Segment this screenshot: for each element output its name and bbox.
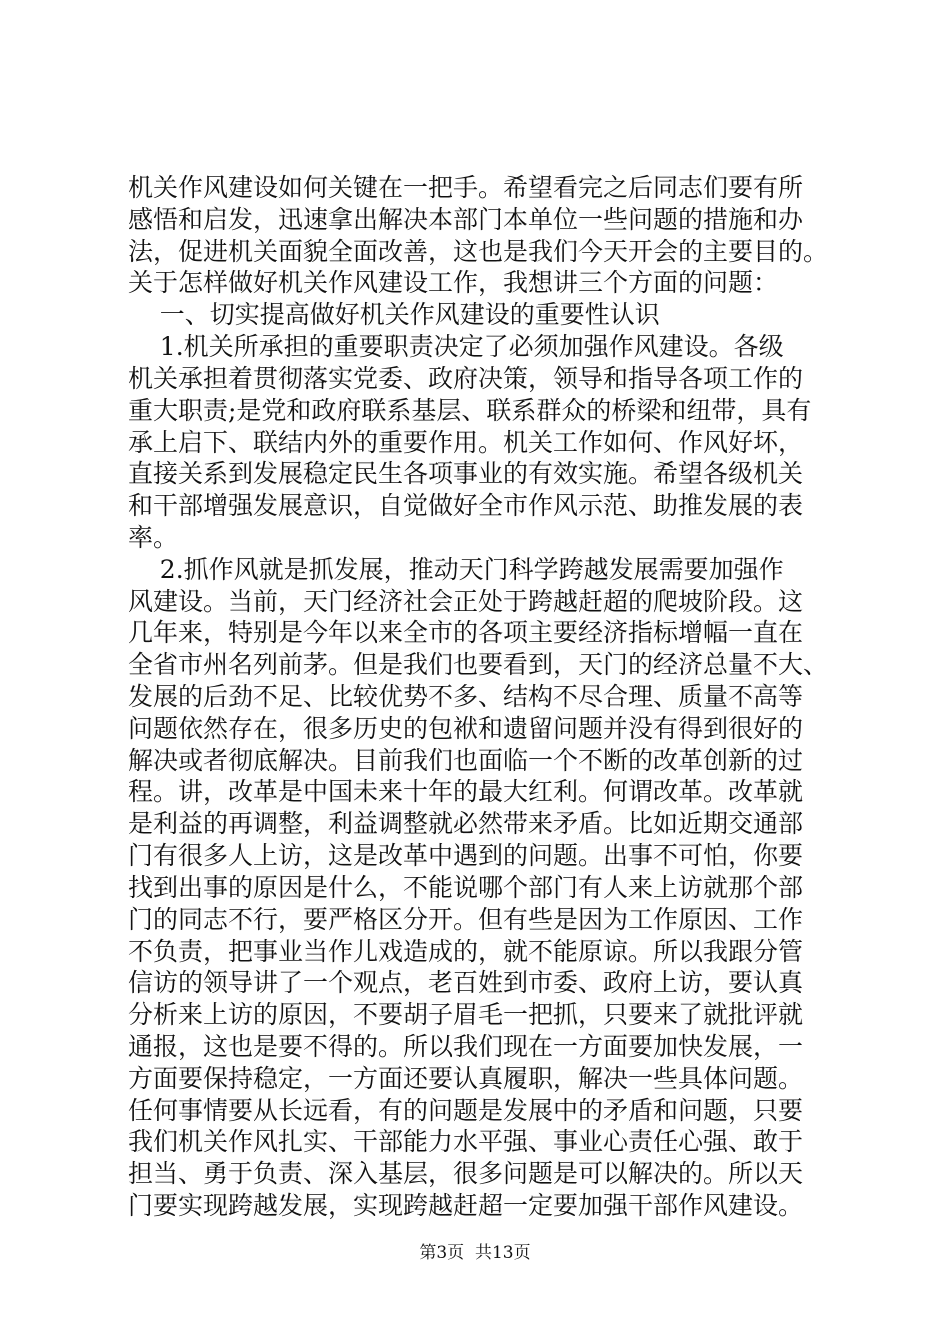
text-line: 程。讲，改革是中国未来十年的最大红利。何谓改革。改革就 [128, 777, 804, 806]
text-line: 风建设。当前，天门经济社会正处于跨越赶超的爬坡阶段。这 [128, 587, 804, 616]
text-line: 全省市州名列前茅。但是我们也要看到，天门的经济总量不大、 [128, 650, 829, 679]
text-line: 率。 [128, 523, 179, 552]
text-line: 任何事情要从长远看，有的问题是发展中的矛盾和问题，只要 [128, 1096, 804, 1125]
text-line: 承上启下、联结内外的重要作用。机关工作如何、作风好坏， [128, 428, 804, 457]
text-line: 方面要保持稳定，一方面还要认真履职，解决一些具体问题。 [128, 1064, 804, 1093]
text-line: 和干部增强发展意识，自觉做好全市作风示范、助推发展的表 [128, 491, 804, 520]
text-line: 2.抓作风就是抓发展，推动天门科学跨越发展需要加强作 [128, 555, 784, 584]
text-line: 门的同志不行，要严格区分开。但有些是因为工作原因、工作 [128, 905, 804, 934]
text-line: 法，促进机关面貌全面改善，这也是我们今天开会的主要目的。 [128, 237, 829, 266]
text-line: 重大职责;是党和政府联系基层、联系群众的桥梁和纽带，具有 [128, 396, 812, 425]
text-line: 解决或者彻底解决。目前我们也面临一个不断的改革创新的过 [128, 746, 804, 775]
text-line: 问题依然存在，很多历史的包袱和遗留问题并没有得到很好的 [128, 714, 804, 743]
text-line: 门要实现跨越发展，实现跨越赶超一定要加强干部作风建设。 [128, 1191, 804, 1220]
text-line: 门有很多人上访，这是改革中遇到的问题。出事不可怕，你要 [128, 841, 804, 870]
text-line: 找到出事的原因是什么，不能说哪个部门有人来上访就那个部 [128, 873, 804, 902]
text-line: 关于怎样做好机关作风建设工作，我想讲三个方面的问题： [128, 268, 779, 297]
text-line: 我们机关作风扎实、干部能力水平强、事业心责任心强、敢于 [128, 1127, 804, 1156]
text-line: 几年来，特别是今年以来全市的各项主要经济指标增幅一直在 [128, 618, 804, 647]
text-line: 机关作风建设如何关键在一把手。希望看完之后同志们要有所 [128, 173, 804, 202]
section-heading: 一、切实提高做好机关作风建设的重要性认识 [128, 300, 660, 329]
text-line: 不负责，把事业当作儿戏造成的，就不能原谅。所以我跟分管 [128, 937, 804, 966]
text-line: 直接关系到发展稳定民生各项事业的有效实施。希望各级机关 [128, 459, 804, 488]
text-line: 1.机关所承担的重要职责决定了必须加强作风建设。各级 [128, 332, 784, 361]
text-line: 担当、勇于负责、深入基层，很多问题是可以解决的。所以天 [128, 1159, 804, 1188]
text-line: 信访的领导讲了一个观点，老百姓到市委、政府上访，要认真 [128, 968, 804, 997]
text-line: 通报，这也是要不得的。所以我们现在一方面要加快发展，一 [128, 1032, 804, 1061]
page-number-footer: 第3页 共13页 [419, 1243, 531, 1263]
text-line: 感悟和启发，迅速拿出解决本部门本单位一些问题的措施和办 [128, 205, 804, 234]
text-line: 机关承担着贯彻落实党委、政府决策，领导和指导各项工作的 [128, 364, 804, 393]
text-line: 分析来上访的原因，不要胡子眉毛一把抓，只要来了就批评就 [128, 1000, 804, 1029]
text-line: 是利益的再调整，利益调整就必然带来矛盾。比如近期交通部 [128, 809, 804, 838]
text-line: 发展的后劲不足、比较优势不多、结构不尽合理、质量不高等 [128, 682, 804, 711]
